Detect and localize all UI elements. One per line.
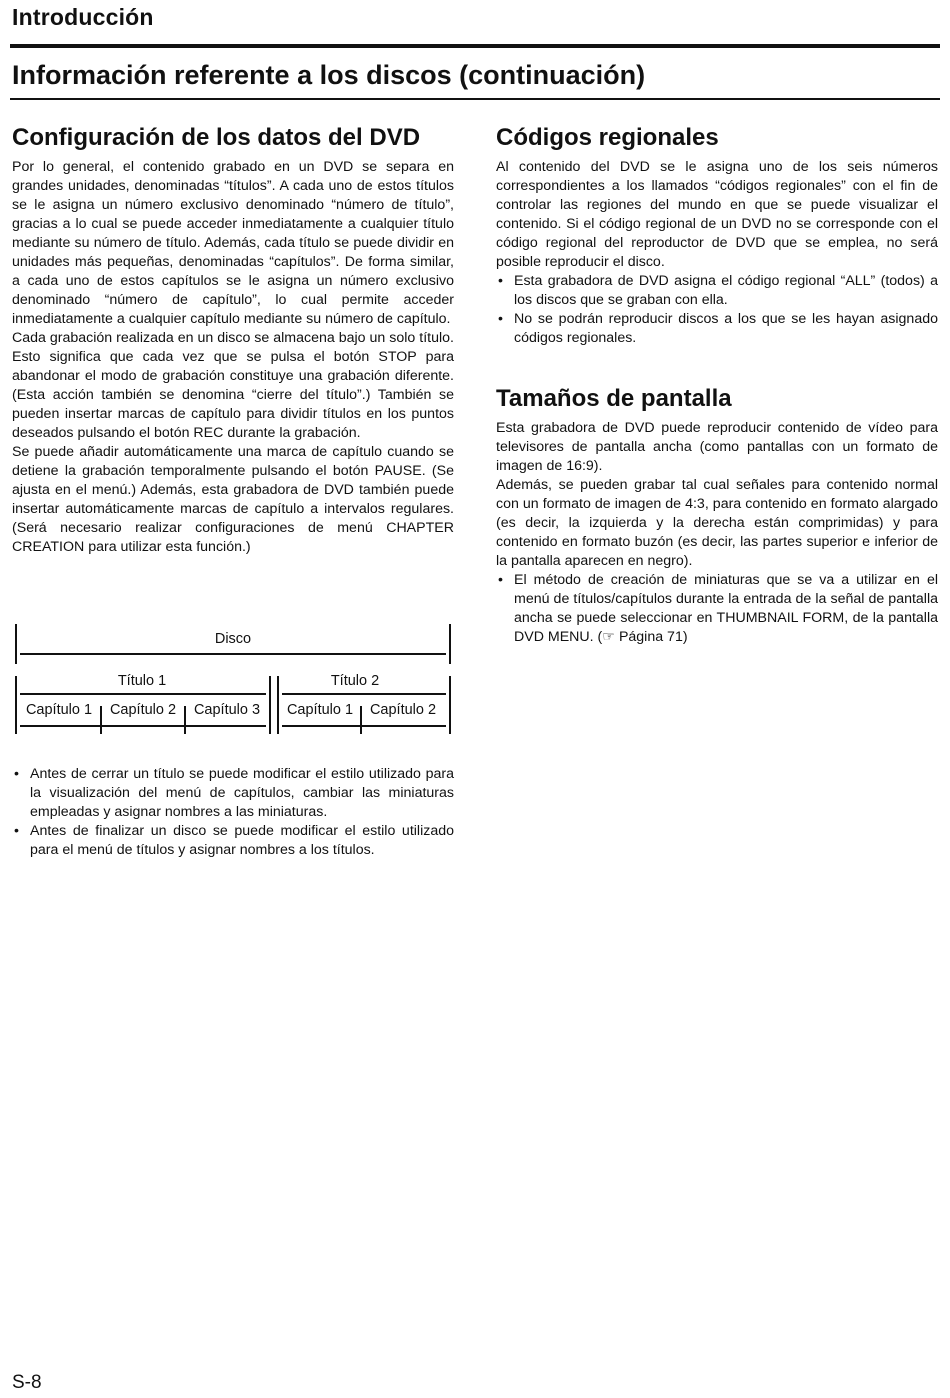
header-rule (10, 44, 940, 48)
title-rule (10, 98, 940, 100)
screen-sizes-heading: Tamaños de pantalla (496, 385, 732, 412)
diagram-chapter-label: Capítulo 2 (109, 702, 177, 718)
list-item: • Esta grabadora de DVD asigna el código regional “ALL” (todos) a los discos que se graban con ella. (496, 272, 938, 310)
regional-codes-heading: Códigos regionales (496, 124, 719, 151)
dvd-structure-paragraph: Por lo general, el contenido grabado en un DVD se separa en grandes unidades, denominadas “títulos”. A cada uno de estos títulos se le asigna un número exclusivo denominado “número de título”, gracias a lo cual se puede acceder inmediatamente a cualquier título mediante su número de título. Además, cada título se puede dividir en unidades más pequeñas, denominadas “capítulos”. De forma similar, a cada uno de estos capítulos se le asigna un número exclusivo denominado “número de capítulo”, lo cual permite acceder inmediatamente a cualquier capítulo mediante su número de capítulo. (12, 159, 454, 327)
screen-sizes-paragraph: Esta grabadora de DVD puede reproducir contenido de vídeo para televisores de pantalla ancha (como pantallas con un formato de imagen de 16:9). (496, 420, 938, 474)
diagram-title1-label: Título 1 (117, 673, 167, 689)
page-number: S-8 (12, 1372, 42, 1393)
diagram-chapter-label: Capítulo 1 (286, 702, 354, 718)
list-item: • Antes de cerrar un título se puede modificar el estilo utilizado para la visualización del menú de capítulos, cambiar las miniaturas empleadas y asignar nombres a las miniaturas. (12, 765, 454, 822)
diagram-chapter-label: Capítulo 3 (193, 702, 261, 718)
disc-structure-diagram (12, 622, 454, 738)
list-item: • No se podrán reproducir discos a los que se les hayan asignado códigos regionales. (496, 310, 938, 348)
dvd-structure-heading: Configuración de los datos del DVD (12, 124, 421, 151)
section-label: Introducción (12, 4, 154, 30)
regional-codes-paragraph: Al contenido del DVD se le asigna uno de los seis números correspondientes a los llamados “códigos regionales” con el fin de controlar las regiones del mundo en que se puede visualizar el contenido. Si el código regional de un DVD no se corresponde con el código regional del reproductor de DVD que se emplea, no será posible reproducir el disco. (496, 159, 938, 270)
diagram-chapter-label: Capítulo 1 (25, 702, 93, 718)
dvd-structure-paragraph: Cada grabación realizada en un disco se almacena bajo un solo título. Esto significa que cada vez que se pulsa el botón STOP para abandonar el modo de grabación constituye una grabación diferente. (Esta acción también se denomina “cierre del título”.) También se pueden insertar marcas de capítulo para dividir títulos en los puntos deseados pulsando el botón REC durante la grabación. (12, 330, 454, 441)
regional-codes-section (496, 124, 938, 348)
left-column (12, 124, 454, 557)
diagram-chapter-label: Capítulo 2 (369, 702, 437, 718)
list-item: • Antes de finalizar un disco se puede modificar el estilo utilizado para el menú de títulos y asignar nombres a los títulos. (12, 822, 454, 860)
diagram-disc-label: Disco (214, 631, 252, 647)
left-notes (12, 765, 454, 860)
diagram-title2-label: Título 2 (330, 673, 380, 689)
dvd-structure-paragraph: Se puede añadir automáticamente una marca de capítulo cuando se detiene la grabación temporalmente pulsando el botón PAUSE. (Se ajusta en el menú.) Además, esta grabadora de DVD también puede insertar automáticamente marcas de capítulo a intervalos regulares. (Será necesario realizar configuraciones de menú CHAPTER CREATION para utilizar esta función.) (12, 444, 454, 555)
list-item: • El método de creación de miniaturas que se va a utilizar en el menú de títulos/capítulos durante la entrada de la señal de pantalla ancha se puede seleccionar en THUMBNAIL FORM, de la pantalla DVD MENU. (☞ Página 71) (496, 571, 938, 647)
screen-sizes-section (496, 385, 938, 647)
screen-sizes-paragraph: Además, se pueden grabar tal cual señales para contenido normal con un formato de imagen de 4:3, para contenido en formato alargado (es decir, la izquierda y la derecha están comprimidas) y para contenido en formato buzón (es decir, las partes superior e inferior de la pantalla aparecen en negro). (496, 477, 938, 569)
page-title: Información referente a los discos (continuación) (12, 60, 646, 90)
